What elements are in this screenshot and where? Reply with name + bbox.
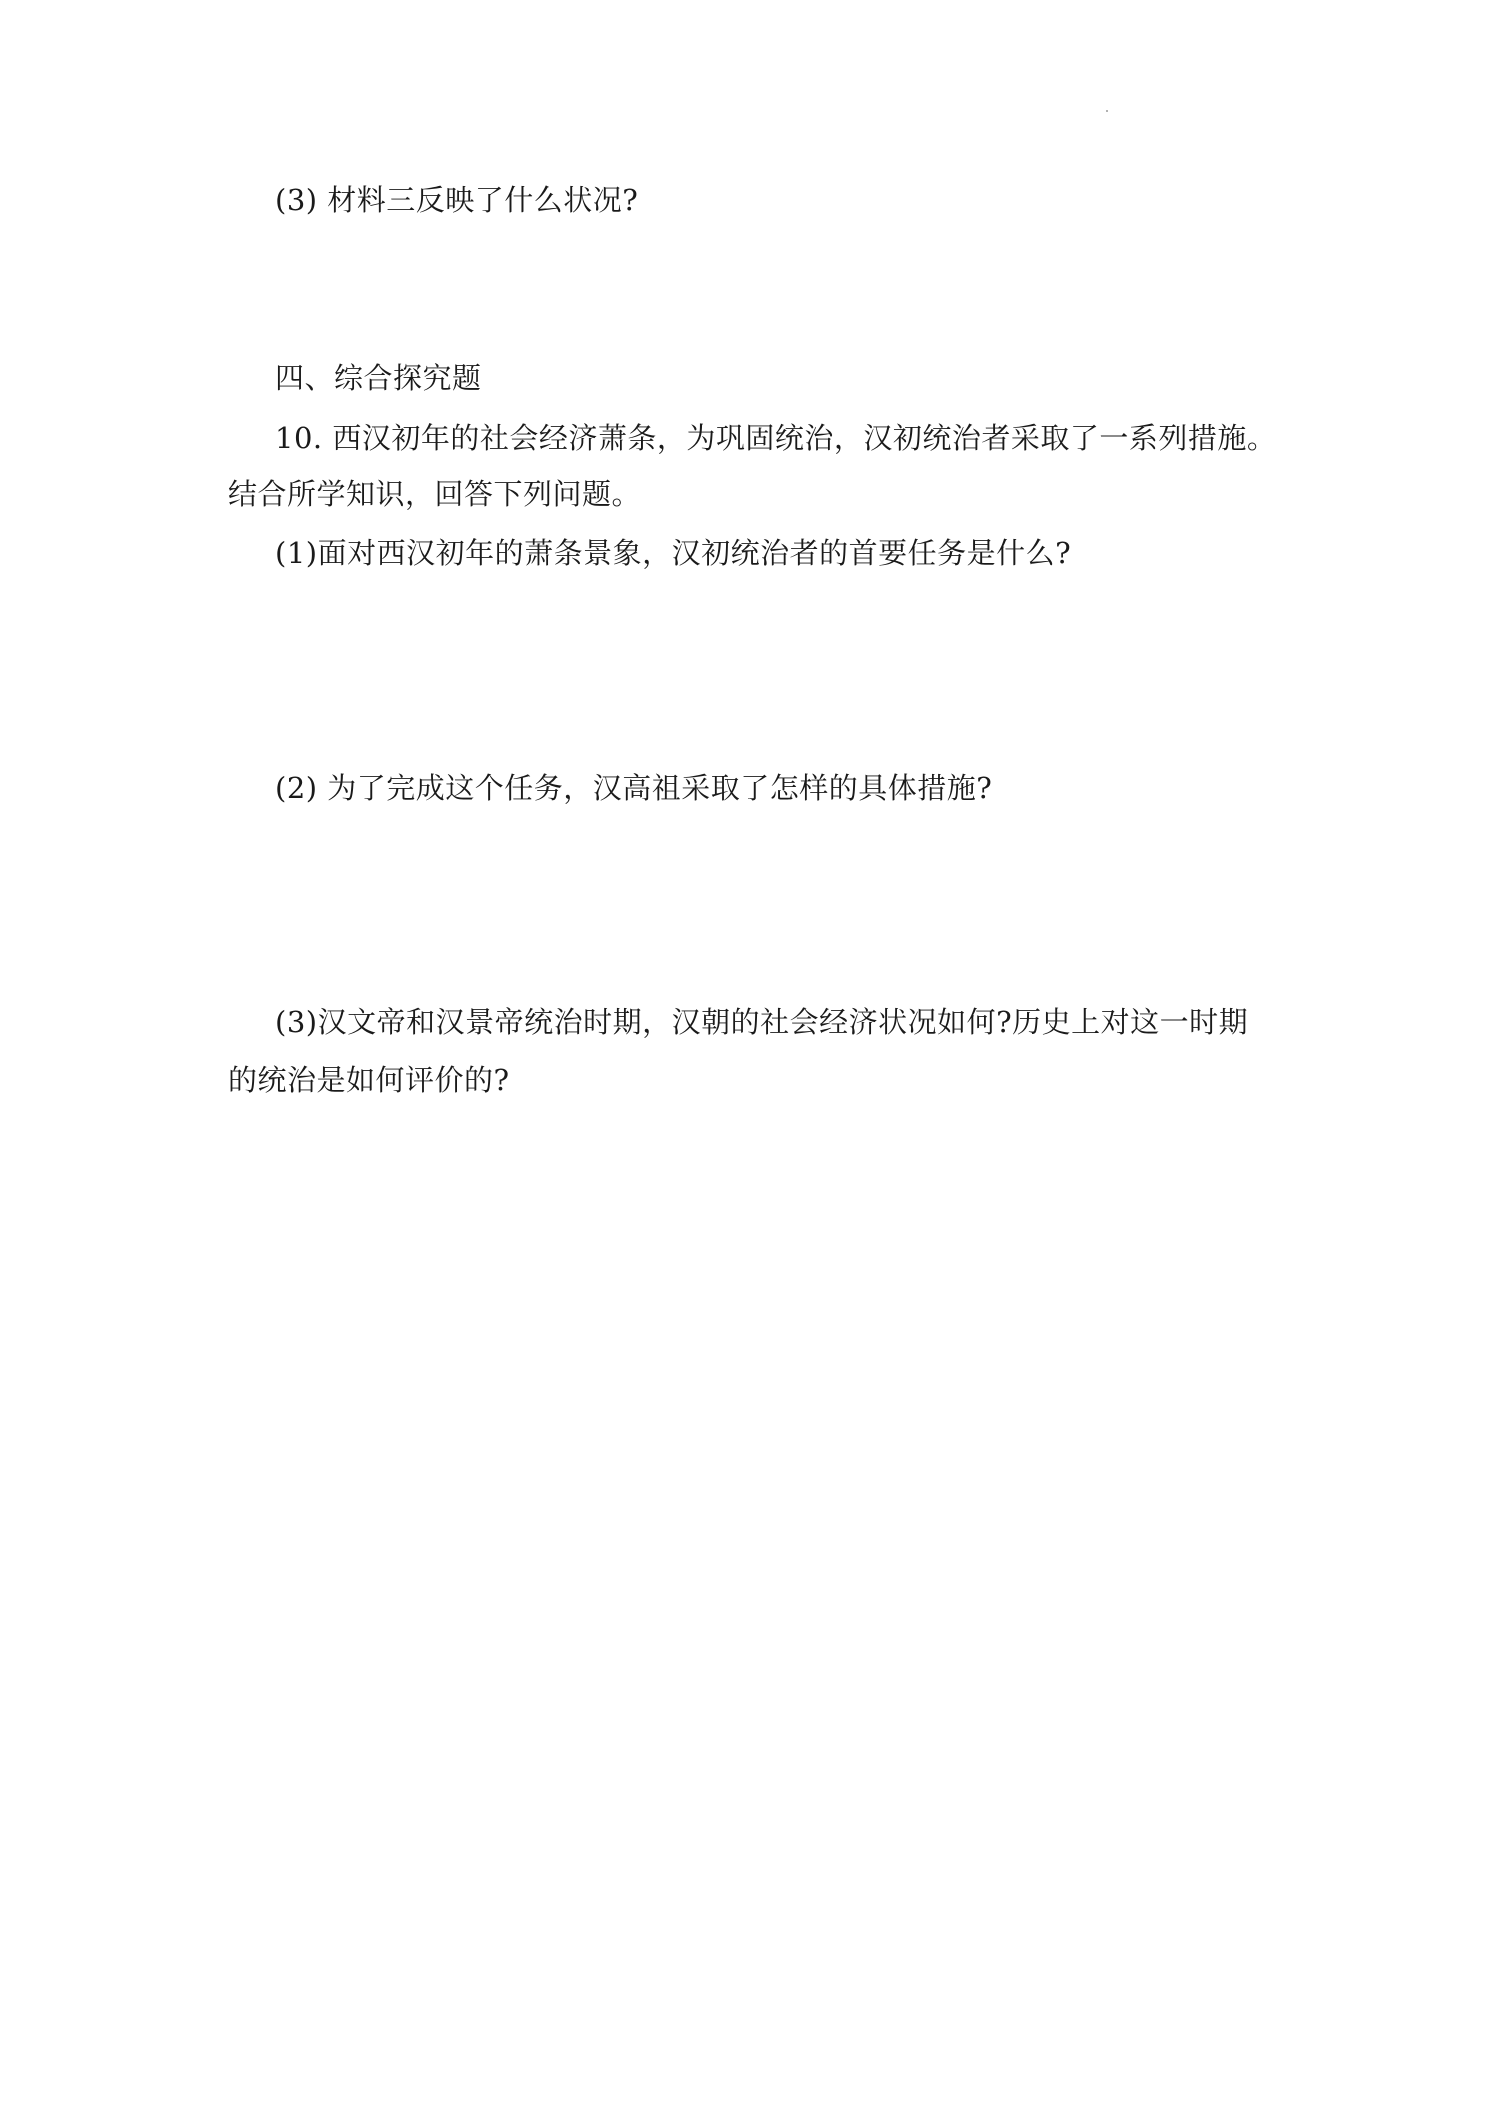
section-heading: 四、综合探究题 [275,361,482,395]
question-10-part-3-line-1: (3)汉文帝和汉景帝统治时期，汉朝的社会经济状况如何?历史上对这一时期 [275,1005,1249,1039]
question-9-part-3: (3) 材料三反映了什么状况? [275,183,639,217]
question-10-stem-line-2: 结合所学知识，回答下列问题。 [228,477,642,511]
question-10-part-1: (1)面对西汉初年的萧条景象，汉初统治者的首要任务是什么? [275,536,1072,570]
question-10-part-2: (2) 为了完成这个任务，汉高祖采取了怎样的具体措施? [275,771,993,805]
page-speck [1106,110,1108,112]
question-10-stem-line-1: 10. 西汉初年的社会经济萧条，为巩固统治，汉初统治者采取了一系列措施。 [275,421,1277,455]
question-10-part-3-line-2: 的统治是如何评价的? [228,1063,510,1097]
